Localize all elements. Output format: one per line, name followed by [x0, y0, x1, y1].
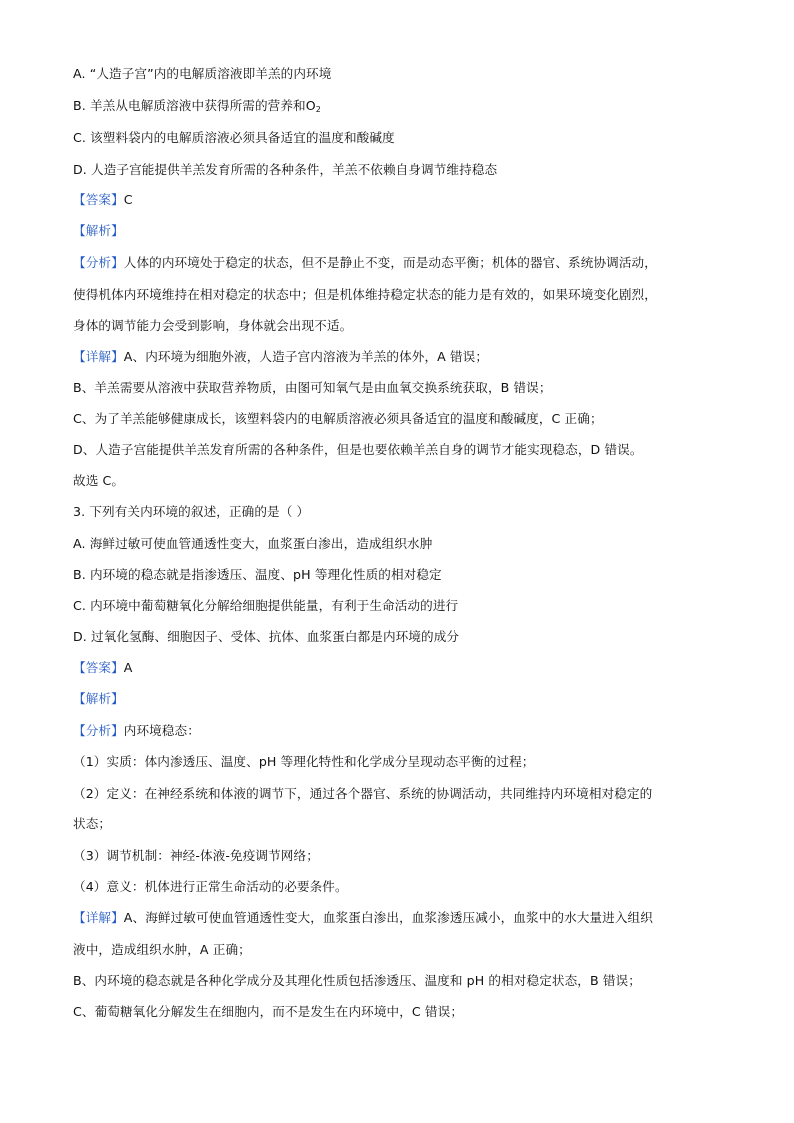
- option-b-text: B. 羊羔从电解质溶液中获得所需的营养和O: [73, 98, 316, 113]
- q3-option-c: C. 内环境中葡萄糖氧化分解给细胞提供能量，有利于生命活动的进行: [73, 598, 459, 613]
- fenxi-line-2: 使得机体内环境维持在相对稳定的状态中；但是机体维持稳定状态的能力是有效的，如果环境变化剧烈，: [73, 287, 657, 302]
- q3-option-a: A. 海鲜过敏可使血管通透性变大，血浆蛋白渗出，造成组织水肿: [73, 536, 433, 551]
- q3-answer-tag: 【答案】: [73, 660, 124, 675]
- q3-analysis-heading: 【解析】: [73, 691, 124, 706]
- answer-value: C: [123, 192, 133, 207]
- q3-fenxi-tag: 【分析】: [73, 723, 124, 738]
- q3-fenxi-line-2: （1）实质：体内渗透压、温度、pH 等理化特性和化学成分呈现动态平衡的过程；: [73, 754, 535, 769]
- q3-answer-line: [73, 658, 714, 678]
- xiangjie-text-1: A、内环境为细胞外液，人造子宫内溶液为羊羔的体外，A 错误；: [123, 349, 489, 364]
- answer-line: [73, 190, 714, 210]
- q3-fenxi-text-1: 内环境稳态：: [123, 723, 200, 738]
- conclusion-line: 故选 C。: [73, 473, 125, 488]
- q3-option-b: B. 内环境的稳态就是指渗透压、温度、pH 等理化性质的相对稳定: [73, 567, 442, 582]
- q3-xiangjie-text-1: A、海鲜过敏可使血管通透性变大，血浆蛋白渗出，血浆渗透压减小，血浆中的水大量进入组织: [123, 910, 653, 925]
- q3-xiangjie-line-3: B、内环境的稳态就是各种化学成分及其理化性质包括渗透压、温度和 pH 的相对稳定状态，B 错误；: [73, 973, 641, 988]
- subscript-2: 2: [315, 105, 321, 114]
- fenxi-line-3: 身体的调节能力会受到影响，身体就会出现不适。: [73, 318, 353, 333]
- q3-xiangjie-line-2: 液中，造成组织水肿，A 正确；: [73, 942, 251, 957]
- option-a: A. “人造子宫”内的电解质溶液即羊羔的内环境: [73, 66, 332, 81]
- q3-fenxi-line-3: （2）定义：在神经系统和体液的调节下，通过各个器官、系统的协调活动，共同维持内环境相对稳定的: [73, 786, 653, 801]
- xiangjie-line-3: C、为了羊羔能够健康成长，该塑料袋内的电解质溶液必须具备适宜的温度和酸碱度，C 正确；: [73, 411, 603, 426]
- q3-xiangjie-line-1: [73, 908, 714, 928]
- xiangjie-line-2: B、羊羔需要从溶液中获取营养物质，由图可知氧气是由血氧交换系统获取，B 错误；: [73, 380, 552, 395]
- option-d: D. 人造子宫能提供羊羔发育所需的各种条件，羊羔不依赖自身调节维持稳态: [73, 162, 498, 177]
- option-b: [73, 96, 714, 116]
- xiangjie-line-1: [73, 347, 714, 367]
- q3-fenxi-line-4: 状态；: [73, 816, 112, 831]
- fenxi-line-1: [73, 253, 714, 273]
- fenxi-text-1: 人体的内环境处于稳定的状态，但不是静止不变，而是动态平衡；机体的器官、系统协调活动，: [123, 255, 657, 270]
- q3-fenxi-line-6: （4）意义：机体进行正常生命活动的必要条件。: [73, 879, 348, 894]
- answer-tag: 【答案】: [73, 192, 124, 207]
- xiangjie-line-4: D、人造子宫能提供羊羔发育所需的各种条件，但是也要依赖羊羔自身的调节才能实现稳态，D 错误。: [73, 442, 643, 457]
- q3-xiangjie-tag: 【详解】: [73, 910, 124, 925]
- analysis-heading: 【解析】: [73, 223, 124, 238]
- fenxi-tag: 【分析】: [73, 255, 124, 270]
- xiangjie-tag: 【详解】: [73, 349, 124, 364]
- q3-fenxi-line-1: [73, 721, 714, 741]
- option-c: C. 该塑料袋内的电解质溶液必须具备适宜的温度和酸碱度: [73, 130, 395, 145]
- question-3-stem: 3. 下列有关内环境的叙述，正确的是（ ）: [73, 504, 310, 519]
- q3-option-d: D. 过氧化氢酶、细胞因子、受体、抗体、血浆蛋白都是内环境的成分: [73, 629, 460, 644]
- q3-answer-value: A: [123, 660, 133, 675]
- q3-fenxi-line-5: （3）调节机制：神经-体液-免疫调节网络；: [73, 848, 319, 863]
- q3-xiangjie-line-4: C、葡萄糖氧化分解发生在细胞内，而不是发生在内环境中，C 错误；: [73, 1004, 464, 1019]
